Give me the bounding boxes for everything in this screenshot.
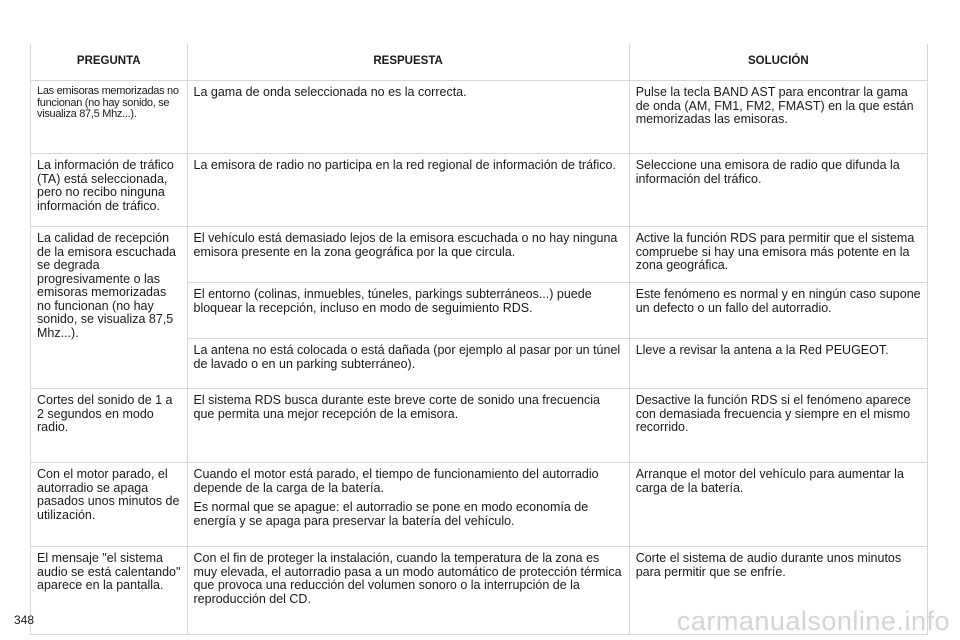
solution-text: Arranque el motor del vehículo para aumentar la carga de la batería.	[635, 467, 904, 495]
solution-cell	[629, 389, 927, 463]
table-row	[31, 154, 928, 227]
question-text: El mensaje "el sistema audio se está calentando" aparece en la pantalla.	[37, 551, 181, 592]
header-solucion: SOLUCIÓN	[629, 44, 927, 81]
solution-text: Desactive la función RDS si el fenómeno aparece con demasiada frecuencia y siempre en el mismo recorrido.	[635, 393, 911, 434]
answer-text-secondary: Es normal que se apague: el autorradio se pone en modo economía de energía y se apaga para preservar la batería del vehículo.	[193, 500, 589, 528]
answer-text: El sistema RDS busca durante este breve corte de sonido una frecuencia que permita una mejor recepción de la emisora.	[193, 393, 600, 421]
answer-text: El vehículo está demasiado lejos de la emisora escuchada o no hay ninguna emisora presente en la zona geográfica por la que circula.	[193, 231, 618, 259]
question-cell	[31, 81, 188, 154]
solution-cell	[629, 339, 927, 389]
solution-text: Este fenómeno es normal y en ningún caso supone un defecto o un fallo del autorradio.	[635, 287, 921, 315]
header-respuesta: RESPUESTA	[187, 44, 629, 81]
question-text: Las emisoras memorizadas no funcionan (no hay sonido, se visualiza 87,5 Mhz...).	[37, 85, 179, 120]
solution-text: Pulse la tecla BAND AST para encontrar la gama de onda (AM, FM1, FM2, FMAST) en la que están memorizadas las emisoras.	[635, 85, 914, 126]
answer-cell	[187, 227, 629, 283]
solution-cell	[629, 463, 927, 547]
question-text: Con el motor parado, el autorradio se apaga pasados unos minutos de utilización.	[37, 467, 180, 522]
solution-text: Active la función RDS para permitir que el sistema compruebe si hay una emisora más potente en la zona geográfica.	[635, 231, 915, 272]
question-text: Cortes del sonido de 1 a 2 segundos en modo radio.	[37, 393, 173, 434]
question-cell	[31, 547, 188, 635]
watermark: carmanualsonline.info	[676, 606, 950, 636]
answer-cell	[187, 547, 629, 635]
answer-text: Con el fin de proteger la instalación, cuando la temperatura de la zona es muy elevada, el autorradio pasa a un modo automático de protección térmica que provoca una reducción del volumen sonoro o la interrupción de la reproducción del CD.	[193, 551, 622, 606]
troubleshooting-table	[30, 44, 928, 635]
question-cell	[31, 227, 188, 389]
answer-text: La antena no está colocada o está dañada (por ejemplo al pasar por un túnel de lavado o en un parking subterráneo).	[193, 343, 621, 371]
header-pregunta: PREGUNTA	[31, 44, 188, 81]
answer-cell	[187, 81, 629, 154]
answer-text: El entorno (colinas, inmuebles, túneles, parkings subterráneos...) puede bloquear la recepción, incluso en modo de seguimiento RDS.	[193, 287, 592, 315]
question-text: La información de tráfico (TA) está seleccionada, pero no recibo ninguna información de tráfico.	[37, 158, 174, 213]
solution-text: Seleccione una emisora de radio que difunda la información del tráfico.	[635, 158, 900, 186]
solution-cell	[629, 81, 927, 154]
solution-cell	[629, 283, 927, 339]
answer-cell	[187, 389, 629, 463]
solution-cell	[629, 227, 927, 283]
answer-cell	[187, 339, 629, 389]
solution-cell	[629, 154, 927, 227]
answer-text: La gama de onda seleccionada no es la correcta.	[193, 85, 467, 99]
table-row	[31, 81, 928, 154]
question-cell	[31, 154, 188, 227]
solution-text: Lleve a revisar la antena a la Red PEUGEOT.	[635, 343, 889, 357]
question-cell	[31, 389, 188, 463]
answer-text: Cuando el motor está parado, el tiempo de funcionamiento del autorradio depende de la carga de la batería.	[193, 467, 599, 495]
answer-cell	[187, 283, 629, 339]
solution-text: Corte el sistema de audio durante unos minutos para permitir que se enfríe.	[635, 551, 902, 579]
question-text: La calidad de recepción de la emisora escuchada se degrada progresivamente o las emisoras memorizadas no funcionan (no hay sonido, se visualiza 87,5 Mhz...).	[37, 231, 176, 340]
table-row	[31, 389, 928, 463]
question-cell	[31, 463, 188, 547]
table-header-row	[31, 44, 928, 81]
answer-cell	[187, 154, 629, 227]
page-number: 348	[14, 613, 35, 627]
answer-text: La emisora de radio no participa en la red regional de información de tráfico.	[193, 158, 616, 172]
table-row	[31, 463, 928, 547]
answer-cell	[187, 463, 629, 547]
table-row	[31, 227, 928, 283]
